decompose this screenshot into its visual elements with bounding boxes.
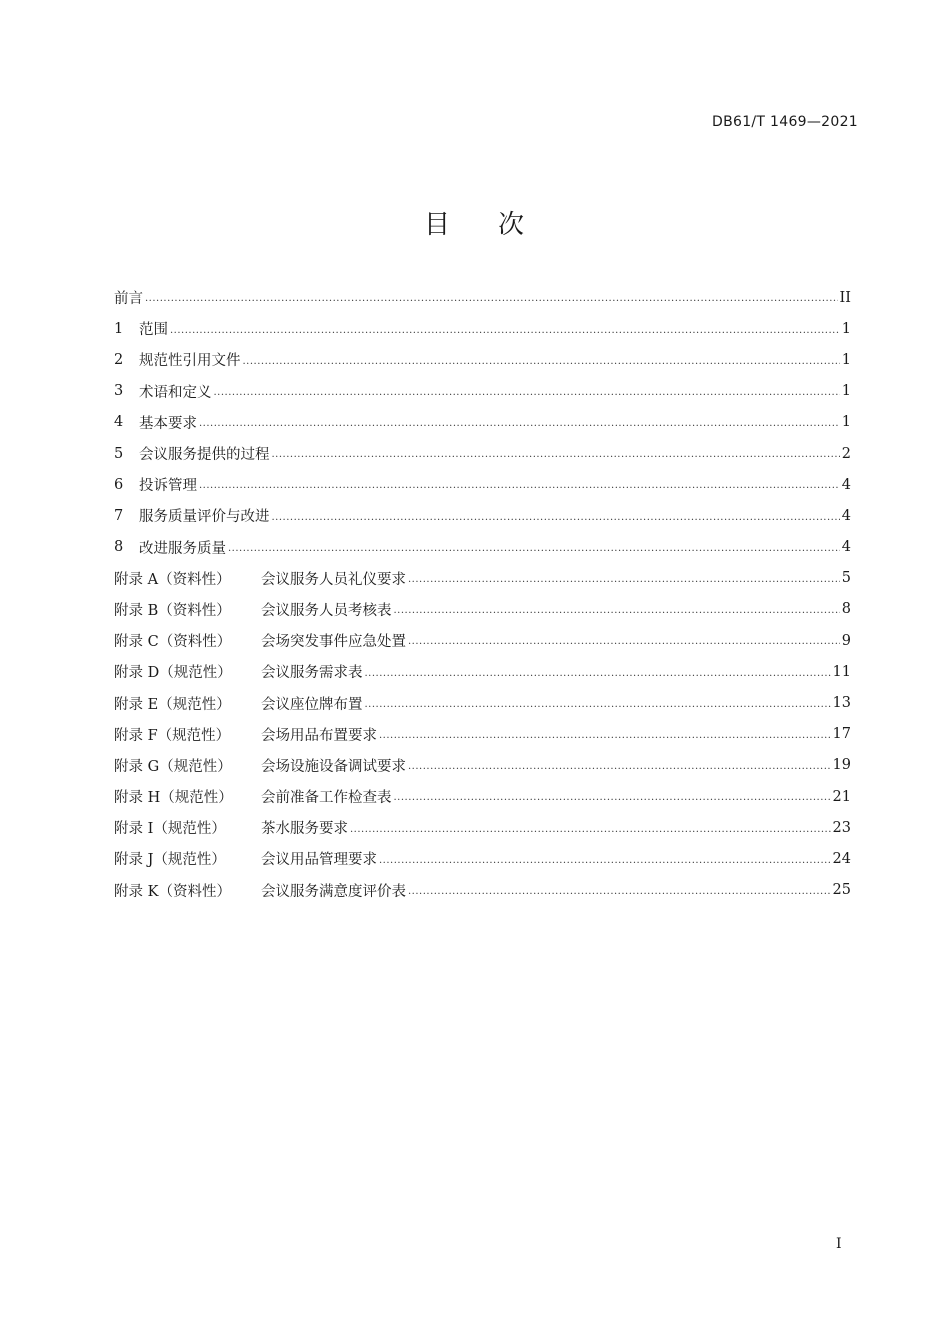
- toc-entry-label: 基本要求: [139, 415, 197, 432]
- dot-leader: [228, 540, 840, 555]
- toc-entry-page: 13: [832, 695, 851, 712]
- appendix-prefix: 附录 E（规范性）: [114, 696, 231, 713]
- toc-entry-label: 术语和定义: [139, 384, 212, 401]
- toc-entry[interactable]: [114, 500, 851, 531]
- toc-entry[interactable]: [114, 282, 851, 313]
- toc-entry-label: 规范性引用文件: [139, 353, 241, 370]
- toc-appendix-entry[interactable]: [114, 563, 851, 594]
- toc-entry-page: 1: [841, 320, 851, 337]
- toc-entry-page: 4: [841, 476, 851, 493]
- toc-entry-page: 1: [841, 351, 851, 368]
- appendix-prefix: 附录 F（规范性）: [114, 727, 231, 744]
- toc-entry-number: 5: [114, 445, 124, 462]
- dot-leader: [350, 821, 831, 836]
- toc-entry-label: 前言: [114, 291, 143, 308]
- appendix-prefix: 附录 K（资料性）: [114, 883, 231, 900]
- toc-entry-label: 会议用品管理要求: [261, 852, 377, 869]
- toc-appendix-entry[interactable]: [114, 875, 851, 906]
- toc-entry-page: 4: [841, 507, 851, 524]
- toc-entry-page: 17: [832, 726, 851, 743]
- dot-leader: [394, 602, 840, 617]
- toc-entry[interactable]: [114, 438, 851, 469]
- toc-entry-page: 21: [832, 788, 851, 805]
- appendix-prefix: 附录 C（资料性）: [114, 634, 232, 651]
- toc-appendix-entry[interactable]: [114, 719, 851, 750]
- toc-appendix-entry[interactable]: [114, 812, 851, 843]
- toc-appendix-entry[interactable]: [114, 687, 851, 718]
- document-code: DB61/T 1469—2021: [712, 114, 858, 130]
- dot-leader: [394, 789, 831, 804]
- toc-entry-label: 茶水服务要求: [261, 821, 348, 838]
- toc-entry-page: II: [839, 289, 851, 306]
- toc-entry[interactable]: [114, 376, 851, 407]
- toc-entry-number: 4: [114, 414, 124, 431]
- toc-entry-label: 会议服务满意度评价表: [261, 883, 406, 900]
- dot-leader: [199, 415, 840, 430]
- dot-leader: [272, 509, 840, 524]
- toc-entry-label: 改进服务质量: [139, 540, 226, 557]
- toc-entry-number: 8: [114, 539, 124, 556]
- dot-leader: [214, 384, 840, 399]
- dot-leader: [170, 322, 840, 337]
- toc-entry-page: 8: [841, 601, 851, 618]
- appendix-prefix: 附录 G（规范性）: [114, 758, 232, 775]
- toc-entry-label: 会议座位牌布置: [261, 696, 363, 713]
- footer-page-number: I: [836, 1236, 842, 1252]
- toc-entry-number: 6: [114, 476, 124, 493]
- toc-entry[interactable]: [114, 469, 851, 500]
- toc-entry[interactable]: [114, 313, 851, 344]
- toc-entry[interactable]: [114, 344, 851, 375]
- appendix-prefix: 附录 B（资料性）: [114, 602, 231, 619]
- toc-entry-label: 会议服务人员礼仪要求: [261, 571, 406, 588]
- toc-entry-label: 会议服务人员考核表: [261, 602, 392, 619]
- appendix-prefix: 附录 I（规范性）: [114, 821, 226, 838]
- dot-leader: [408, 758, 831, 773]
- toc-entry-label: 会场用品布置要求: [261, 727, 377, 744]
- toc-entry-label: 范围: [139, 322, 168, 339]
- dot-leader: [379, 852, 831, 867]
- toc-entry-page: 5: [841, 570, 851, 587]
- dot-leader: [199, 477, 840, 492]
- toc-entry-label: 会议服务需求表: [261, 665, 363, 682]
- toc-appendix-entry[interactable]: [114, 843, 851, 874]
- toc-entry-number: 3: [114, 383, 124, 400]
- toc-entry-page: 19: [832, 757, 851, 774]
- toc-title-left: 目: [423, 210, 452, 240]
- dot-leader: [408, 633, 840, 648]
- toc-title-right: 次: [498, 210, 527, 240]
- toc-entry-page: 24: [832, 850, 851, 867]
- toc-entry-label: 投诉管理: [139, 478, 197, 495]
- appendix-prefix: 附录 J（规范性）: [114, 852, 226, 869]
- toc-entry-label: 会场设施设备调试要求: [261, 758, 406, 775]
- toc-entry-label: 会前准备工作检查表: [261, 790, 392, 807]
- dot-leader: [379, 727, 831, 742]
- toc-entry-page: 25: [832, 882, 851, 899]
- toc-entry-page: 11: [832, 663, 851, 680]
- dot-leader: [272, 446, 840, 461]
- appendix-prefix: 附录 H（规范性）: [114, 790, 233, 807]
- toc-appendix-entry[interactable]: [114, 625, 851, 656]
- toc-title: [0, 204, 950, 241]
- appendix-prefix: 附录 D（规范性）: [114, 665, 232, 682]
- toc-entry[interactable]: [114, 407, 851, 438]
- toc-appendix-entry[interactable]: [114, 594, 851, 625]
- toc-entry-label: 服务质量评价与改进: [139, 509, 270, 526]
- toc-entry-label: 会议服务提供的过程: [139, 447, 270, 464]
- appendix-prefix: 附录 A（资料性）: [114, 571, 231, 588]
- dot-leader: [243, 353, 840, 368]
- toc-appendix-entry[interactable]: [114, 750, 851, 781]
- toc-entry-page: 2: [841, 445, 851, 462]
- toc-entry-label: 会场突发事件应急处置: [261, 634, 406, 651]
- toc-entry-page: 1: [841, 383, 851, 400]
- toc-entry-number: 2: [114, 351, 124, 368]
- toc-entry-page: 4: [841, 539, 851, 556]
- toc-appendix-entry[interactable]: [114, 781, 851, 812]
- table-of-contents: [114, 282, 851, 906]
- toc-entry-page: 1: [841, 414, 851, 431]
- toc-entry[interactable]: [114, 532, 851, 563]
- dot-leader: [145, 290, 838, 305]
- dot-leader: [408, 571, 840, 586]
- toc-entry-number: 7: [114, 507, 124, 524]
- dot-leader: [408, 883, 831, 898]
- toc-entry-page: 9: [841, 632, 851, 649]
- dot-leader: [365, 665, 831, 680]
- toc-appendix-entry[interactable]: [114, 656, 851, 687]
- toc-entry-page: 23: [832, 819, 851, 836]
- dot-leader: [365, 696, 831, 711]
- toc-entry-number: 1: [114, 320, 124, 337]
